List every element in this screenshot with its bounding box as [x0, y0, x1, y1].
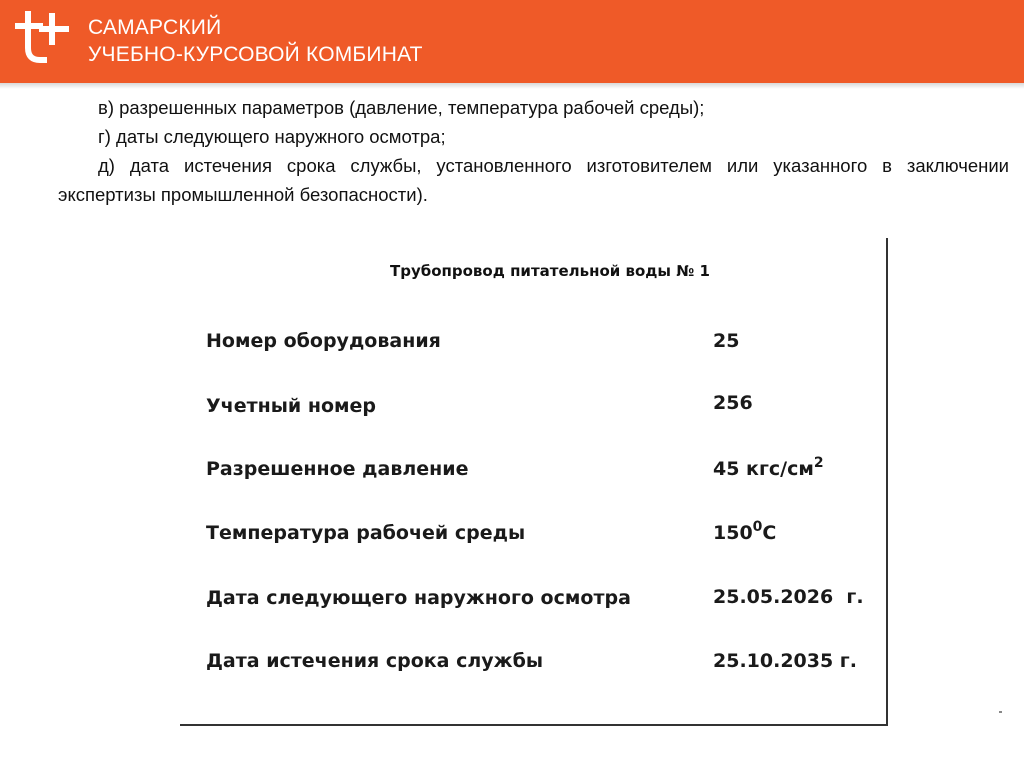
- pressure-unit-exponent: 2: [813, 455, 824, 471]
- plate-value-medium-temperature: $150^0С$: [713, 519, 777, 544]
- plate-value-allowed-pressure: 45 кгс/$см^2$: [713, 455, 824, 480]
- plate-value-registration-number: 256: [713, 392, 753, 414]
- plate-value-next-inspection-date: 25.05.2026 г.: [713, 586, 864, 608]
- plate-label-registration-number: Учетный номер: [206, 395, 377, 417]
- intro-item-v: в) разрешенных параметров (давление, температура рабочей среды);: [98, 97, 705, 118]
- equipment-plate: [180, 238, 888, 726]
- brand-name: [88, 14, 423, 68]
- degree-mark: 0: [752, 519, 763, 535]
- header-shadow: [0, 83, 1024, 89]
- slide-corner-mark: [999, 711, 1002, 713]
- intro-item-d: д) дата истечения срока службы, установленного изготовителем или указанного в заключении экспертизы промышленной безопасности).: [58, 155, 1009, 205]
- header-bar: [0, 0, 1024, 83]
- plate-value-service-life-expiry: 25.10.2035 г.: [713, 650, 857, 672]
- plate-label-service-life-expiry: Дата истечения срока службы: [206, 650, 544, 672]
- plate-label-allowed-pressure: Разрешенное давление: [206, 458, 469, 480]
- plate-title: Трубопровод питательной воды № 1: [390, 262, 710, 280]
- plate-label-next-inspection-date: Дата следующего наружного осмотра: [206, 587, 631, 609]
- t-plus-icon: [14, 8, 78, 68]
- plate-value-equipment-number: 25: [713, 330, 740, 352]
- intro-text: [58, 93, 1009, 209]
- intro-item-g: г) даты следующего наружного осмотра;: [98, 126, 446, 147]
- plate-label-equipment-number: Номер оборудования: [206, 330, 441, 352]
- brand-line-2: УЧЕБНО-КУРСОВОЙ КОМБИНАТ: [88, 43, 423, 66]
- brand-line-1: САМАРСКИЙ: [88, 16, 222, 39]
- plate-label-medium-temperature: Температура рабочей среды: [206, 522, 526, 544]
